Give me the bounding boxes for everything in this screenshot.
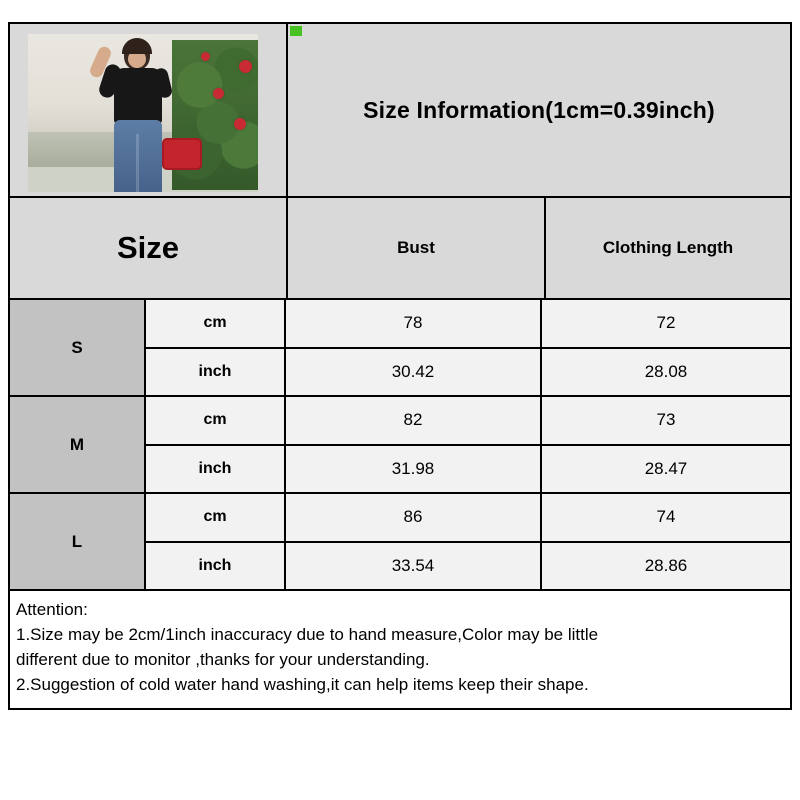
- page-title: Size Information(1cm=0.39inch): [363, 96, 715, 123]
- photo-flower: [239, 60, 252, 73]
- unit-label-cm: cm: [146, 300, 286, 347]
- unit-row-inch: [146, 349, 790, 396]
- value-bust-inch: 30.42: [286, 349, 542, 396]
- photo-flower: [234, 118, 246, 130]
- photo-flower: [201, 52, 210, 61]
- unit-row-cm: [146, 494, 790, 543]
- unit-label-inch: inch: [146, 446, 286, 493]
- unit-row-cm: [146, 397, 790, 446]
- photo-model-handbag: [162, 138, 202, 170]
- size-values-l: [146, 494, 790, 589]
- attention-heading: Attention:: [16, 600, 88, 619]
- attention-line-2: different due to monitor ,thanks for your understanding.: [16, 650, 430, 670]
- value-bust-cm: 82: [286, 397, 542, 444]
- size-values-s: [146, 300, 790, 395]
- value-bust-cm: 86: [286, 494, 542, 541]
- value-length-inch: 28.08: [644, 361, 688, 381]
- green-marker-icon: [290, 26, 302, 36]
- table-row: [10, 397, 790, 494]
- chart-header-row: [10, 24, 790, 198]
- unit-row-cm: [146, 300, 790, 349]
- product-photo: [28, 34, 258, 192]
- photo-model-jeans: [114, 120, 162, 192]
- size-label-m: M: [10, 397, 146, 492]
- attention-line-3: 2.Suggestion of cold water hand washing,it can help items keep their shape.: [16, 675, 589, 695]
- unit-label-cm: cm: [146, 494, 286, 541]
- column-header-clothing-length: Clothing Length: [602, 238, 734, 257]
- table-row: [10, 300, 790, 397]
- size-label-s: S: [10, 300, 146, 395]
- column-header-row: [10, 198, 790, 300]
- value-length-inch: 28.47: [644, 458, 688, 478]
- column-header-bust: Bust: [288, 198, 546, 298]
- value-length-inch: 28.86: [644, 555, 688, 575]
- size-label-l: L: [10, 494, 146, 589]
- unit-row-inch: [146, 543, 790, 590]
- unit-label-inch: inch: [146, 349, 286, 396]
- attention-block: [10, 591, 790, 708]
- column-header-size: Size: [10, 198, 288, 298]
- value-bust-cm: 78: [286, 300, 542, 347]
- photo-flower: [213, 88, 224, 99]
- unit-label-inch: inch: [146, 543, 286, 590]
- value-length-cm: 72: [656, 313, 676, 333]
- size-values-m: [146, 397, 790, 492]
- value-length-cm: 74: [656, 507, 676, 527]
- attention-line-1: 1.Size may be 2cm/1inch inaccuracy due to hand measure,Color may be little: [16, 625, 599, 645]
- value-bust-inch: 31.98: [286, 446, 542, 493]
- title-cell: [288, 24, 790, 196]
- unit-label-cm: cm: [146, 397, 286, 444]
- unit-row-inch: [146, 446, 790, 493]
- table-row: [10, 494, 790, 591]
- product-photo-cell: [10, 24, 288, 196]
- size-chart-table: [8, 22, 792, 710]
- value-length-cm: 73: [656, 410, 676, 430]
- value-bust-inch: 33.54: [286, 543, 542, 590]
